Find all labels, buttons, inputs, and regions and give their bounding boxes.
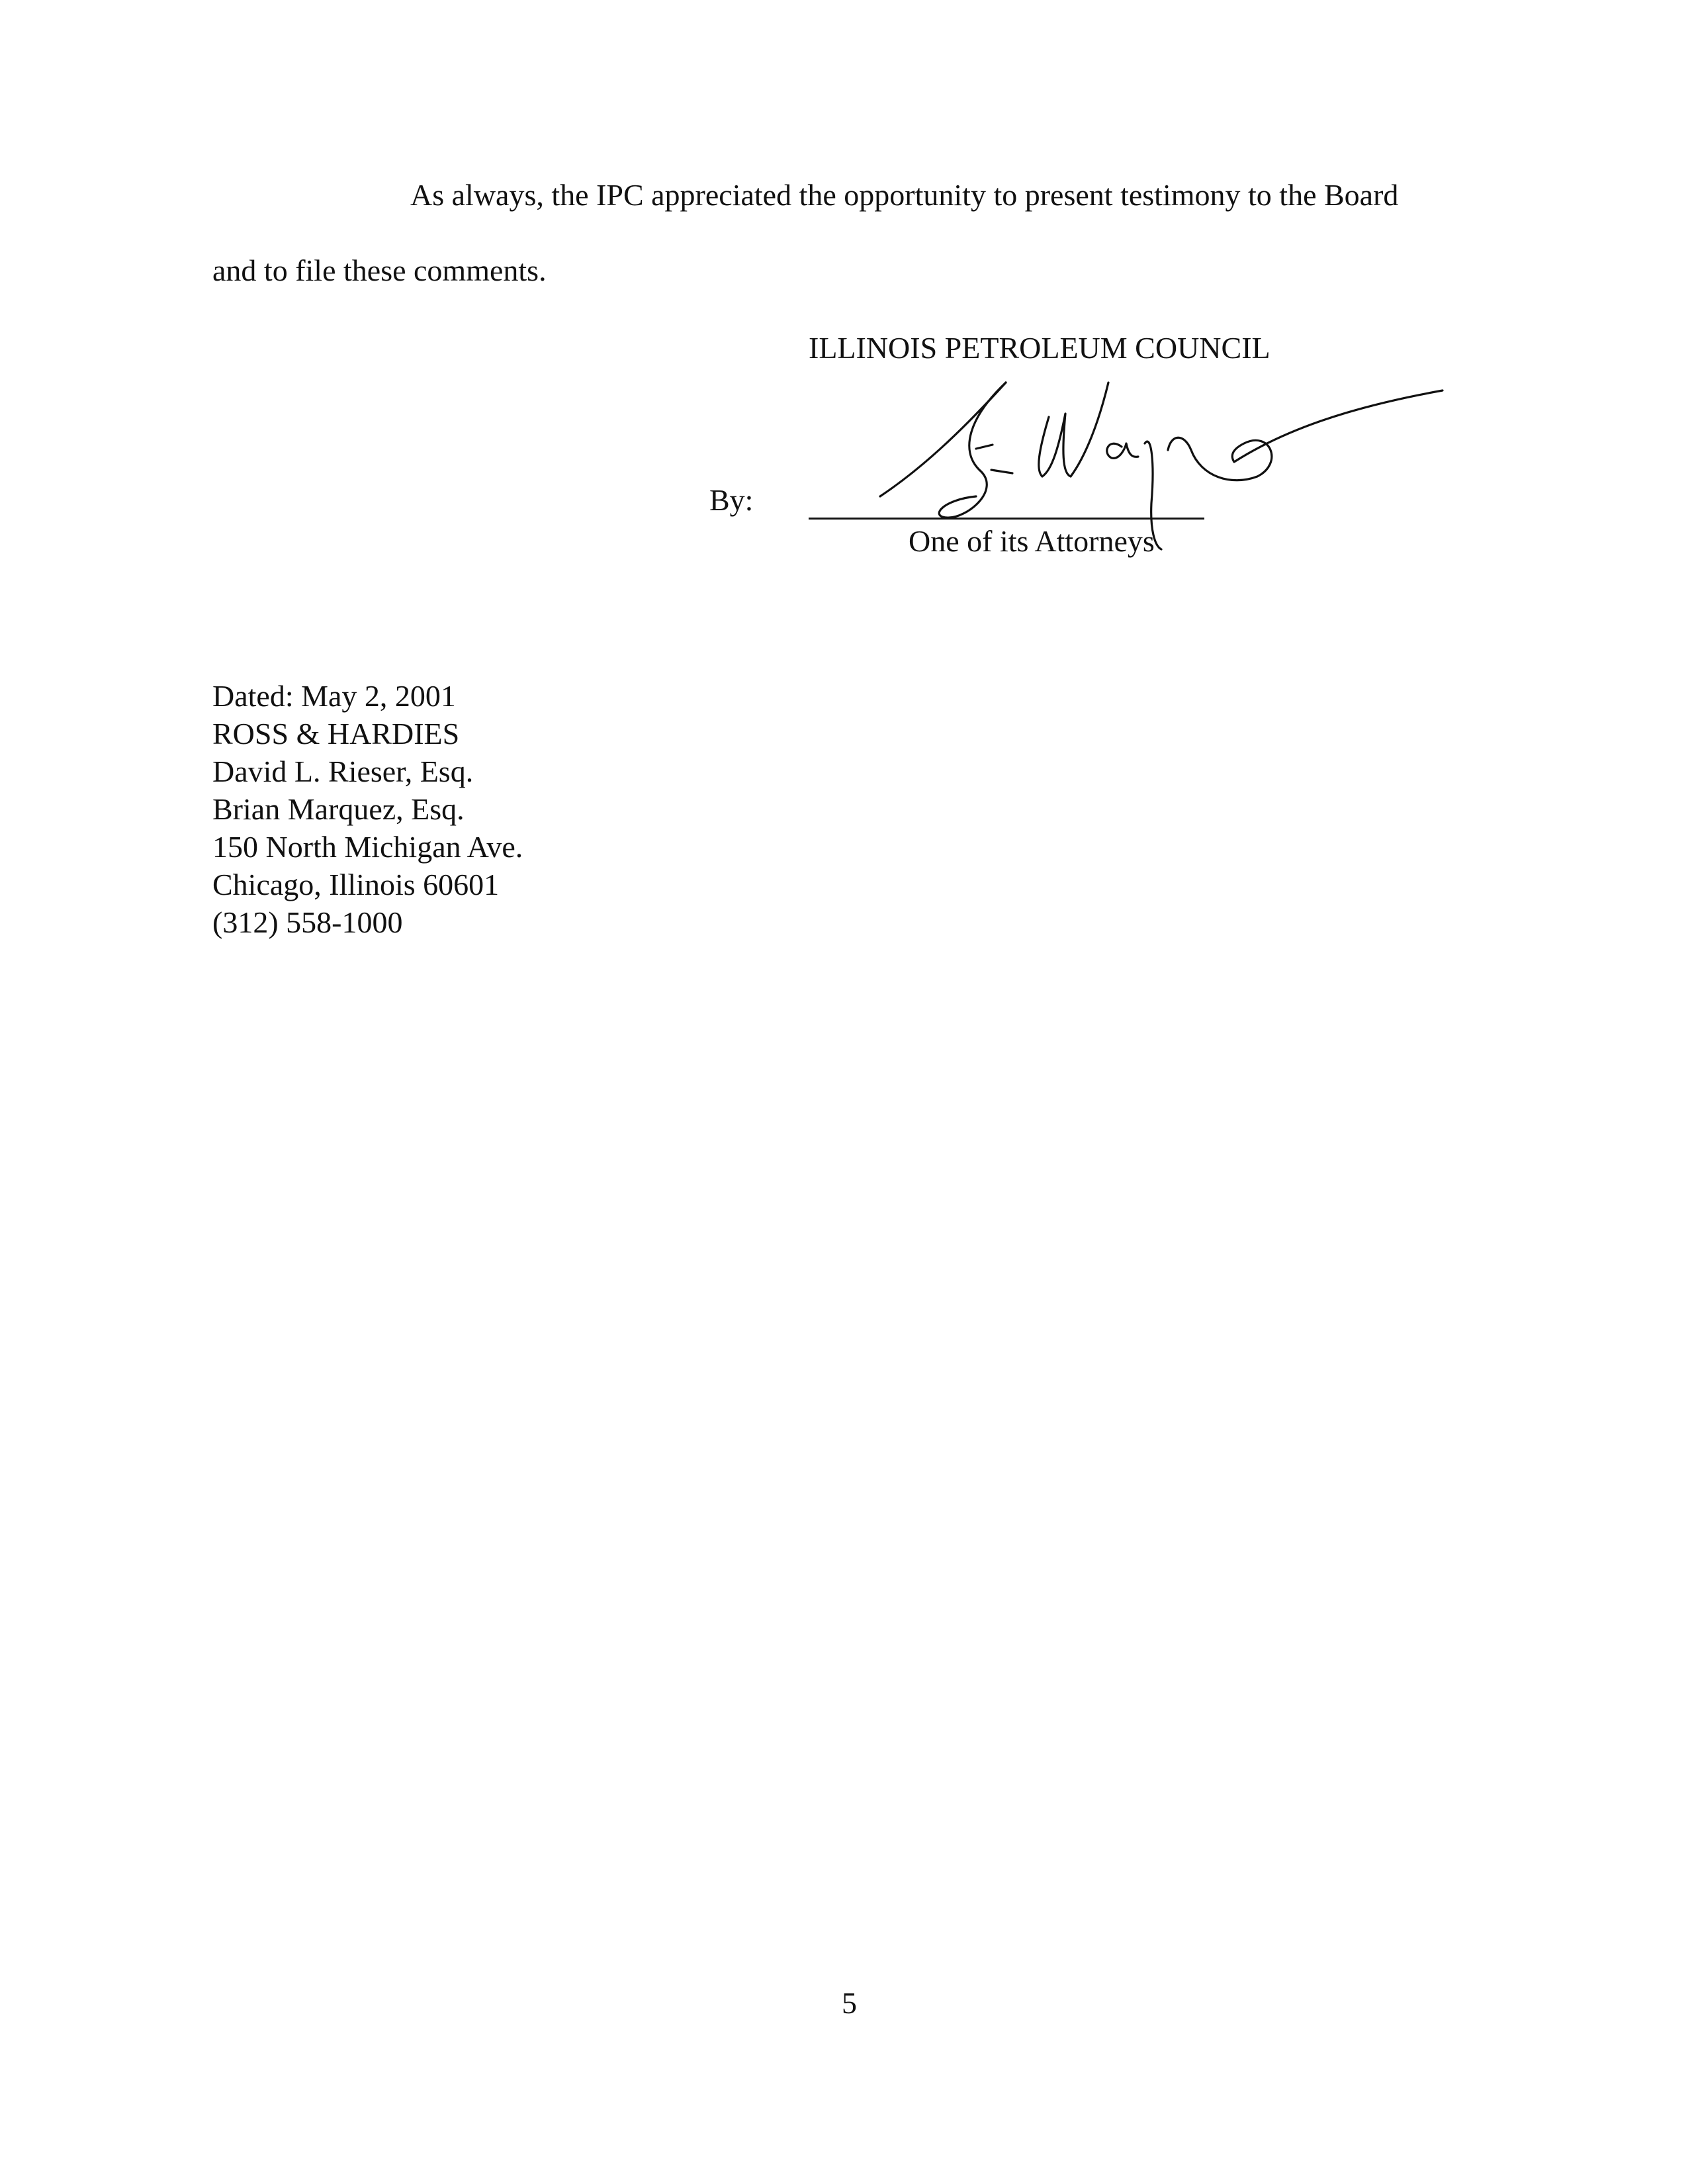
city-state-zip: Chicago, Illinois 60601 [212,868,500,901]
counsel-address-block [212,677,523,941]
signature-line [809,518,1204,520]
closing-paragraph-line-2: and to file these comments. [212,253,547,287]
page-number: 5 [842,1986,857,2020]
by-label: By: [709,483,754,517]
signature-caption: One of its Attorneys [909,524,1155,558]
street-address: 150 North Michigan Ave. [212,830,523,864]
attorney-name: Brian Marquez, Esq. [212,792,465,826]
organization-name: ILLINOIS PETROLEUM COUNCIL [809,331,1270,365]
law-firm-name: ROSS & HARDIES [212,717,460,751]
attorney-name: David L. Rieser, Esq. [212,754,474,788]
dated-line: Dated: May 2, 2001 [212,679,456,713]
closing-paragraph-line-1: As always, the IPC appreciated the opportunity to present testimony to the Board [410,178,1399,212]
phone-number: (312) 558-1000 [212,905,403,939]
